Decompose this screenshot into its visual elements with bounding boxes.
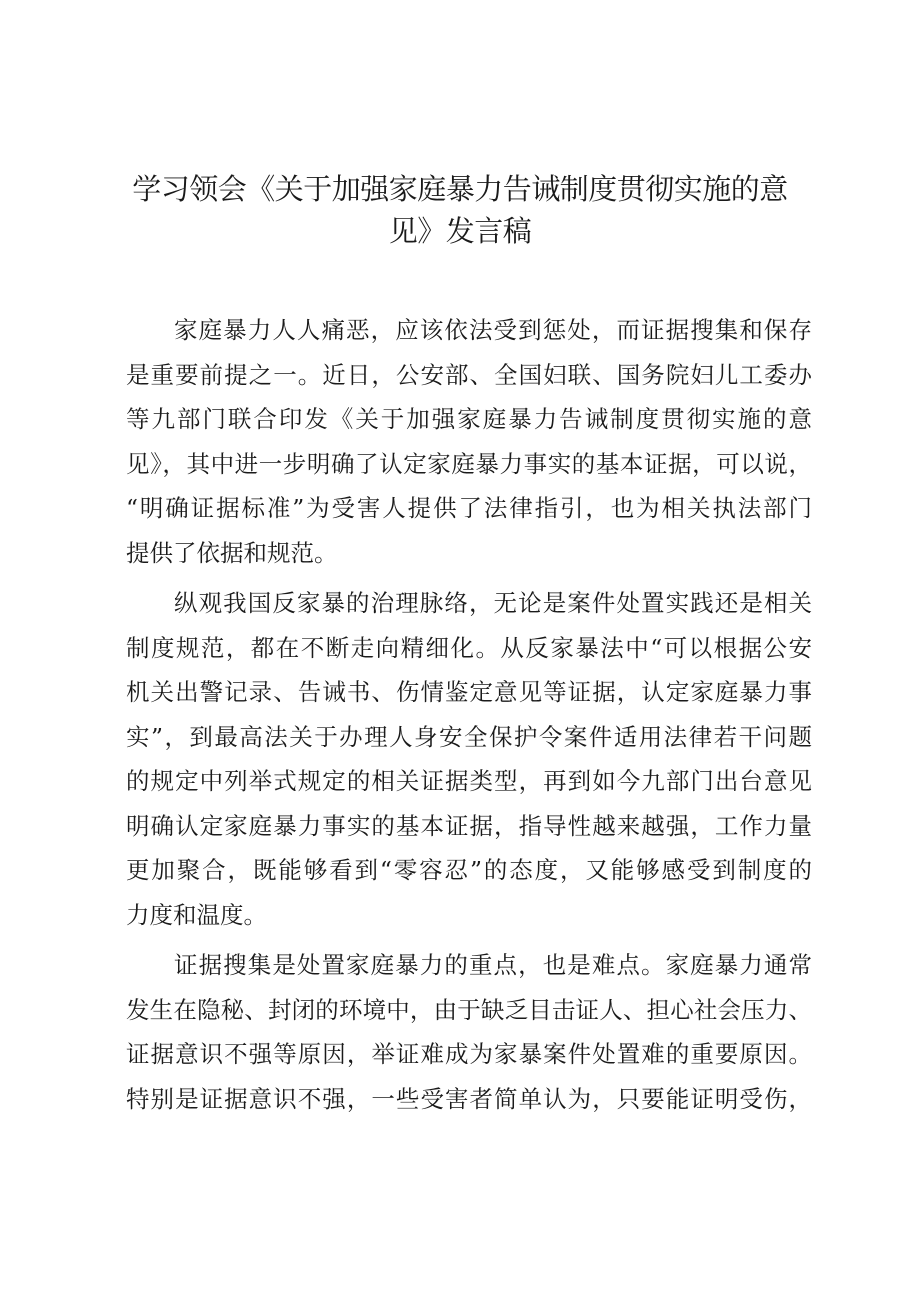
- text-line: 明确认定家庭暴力事实的基本证据，指导性越来越强，工作力量: [126, 811, 812, 840]
- text-line: 力度和温度。: [126, 900, 267, 929]
- text-line: 纵观我国反家暴的治理脉络，无论是案件处置实践还是相关: [174, 589, 812, 617]
- text-line: 制度规范，都在不断走向精细化。从反家暴法中“可以根据公安: [126, 633, 812, 662]
- paragraph: [126, 308, 812, 575]
- text-line: 家庭暴力人人痛恶，应该依法受到惩处，而证据搜集和保存: [174, 316, 812, 344]
- paragraph: [126, 581, 812, 937]
- text-line: 实”，到最高法关于办理人身安全保护令案件适用法律若干问题: [126, 722, 812, 751]
- text-line: 特别是证据意识不强，一些受害者简单认为，只要能证明受伤，: [126, 1084, 812, 1113]
- document-body: [126, 308, 812, 1121]
- text-line: 证据搜集是处置家庭暴力的重点，也是难点。家庭暴力通常: [174, 951, 812, 979]
- text-line: 发生在隐秘、封闭的环境中，由于缺乏目击证人、担心社会压力、: [126, 995, 812, 1024]
- paragraph: [126, 943, 812, 1121]
- text-line: 等九部门联合印发《关于加强家庭暴力告诫制度贯彻实施的意: [126, 405, 812, 433]
- text-line: 证据意识不强等原因，举证难成为家暴案件处置难的重要原因。: [126, 1040, 812, 1068]
- document-title: [110, 168, 810, 252]
- text-line: 的规定中列举式规定的相关证据类型，再到如今九部门出台意见: [126, 767, 812, 795]
- title-line: 见》发言稿: [388, 214, 532, 248]
- title-line: 学习领会《关于加强家庭暴力告诫制度贯彻实施的意: [132, 172, 788, 206]
- text-line: 提供了依据和规范。: [126, 538, 338, 567]
- text-line: 见》，其中进一步明确了认定家庭暴力事实的基本证据，可以说，: [126, 449, 812, 478]
- text-line: 机关出警记录、告诫书、伤情鉴定意见等证据，认定家庭暴力事: [126, 678, 812, 706]
- text-line: 更加聚合，既能够看到“零容忍”的态度，又能够感受到制度的: [126, 856, 812, 884]
- text-line: 是重要前提之一。近日，公安部、全国妇联、国务院妇儿工委办: [126, 360, 812, 389]
- text-line: “明确证据标准”为受害人提供了法律指引，也为相关执法部门: [126, 494, 812, 522]
